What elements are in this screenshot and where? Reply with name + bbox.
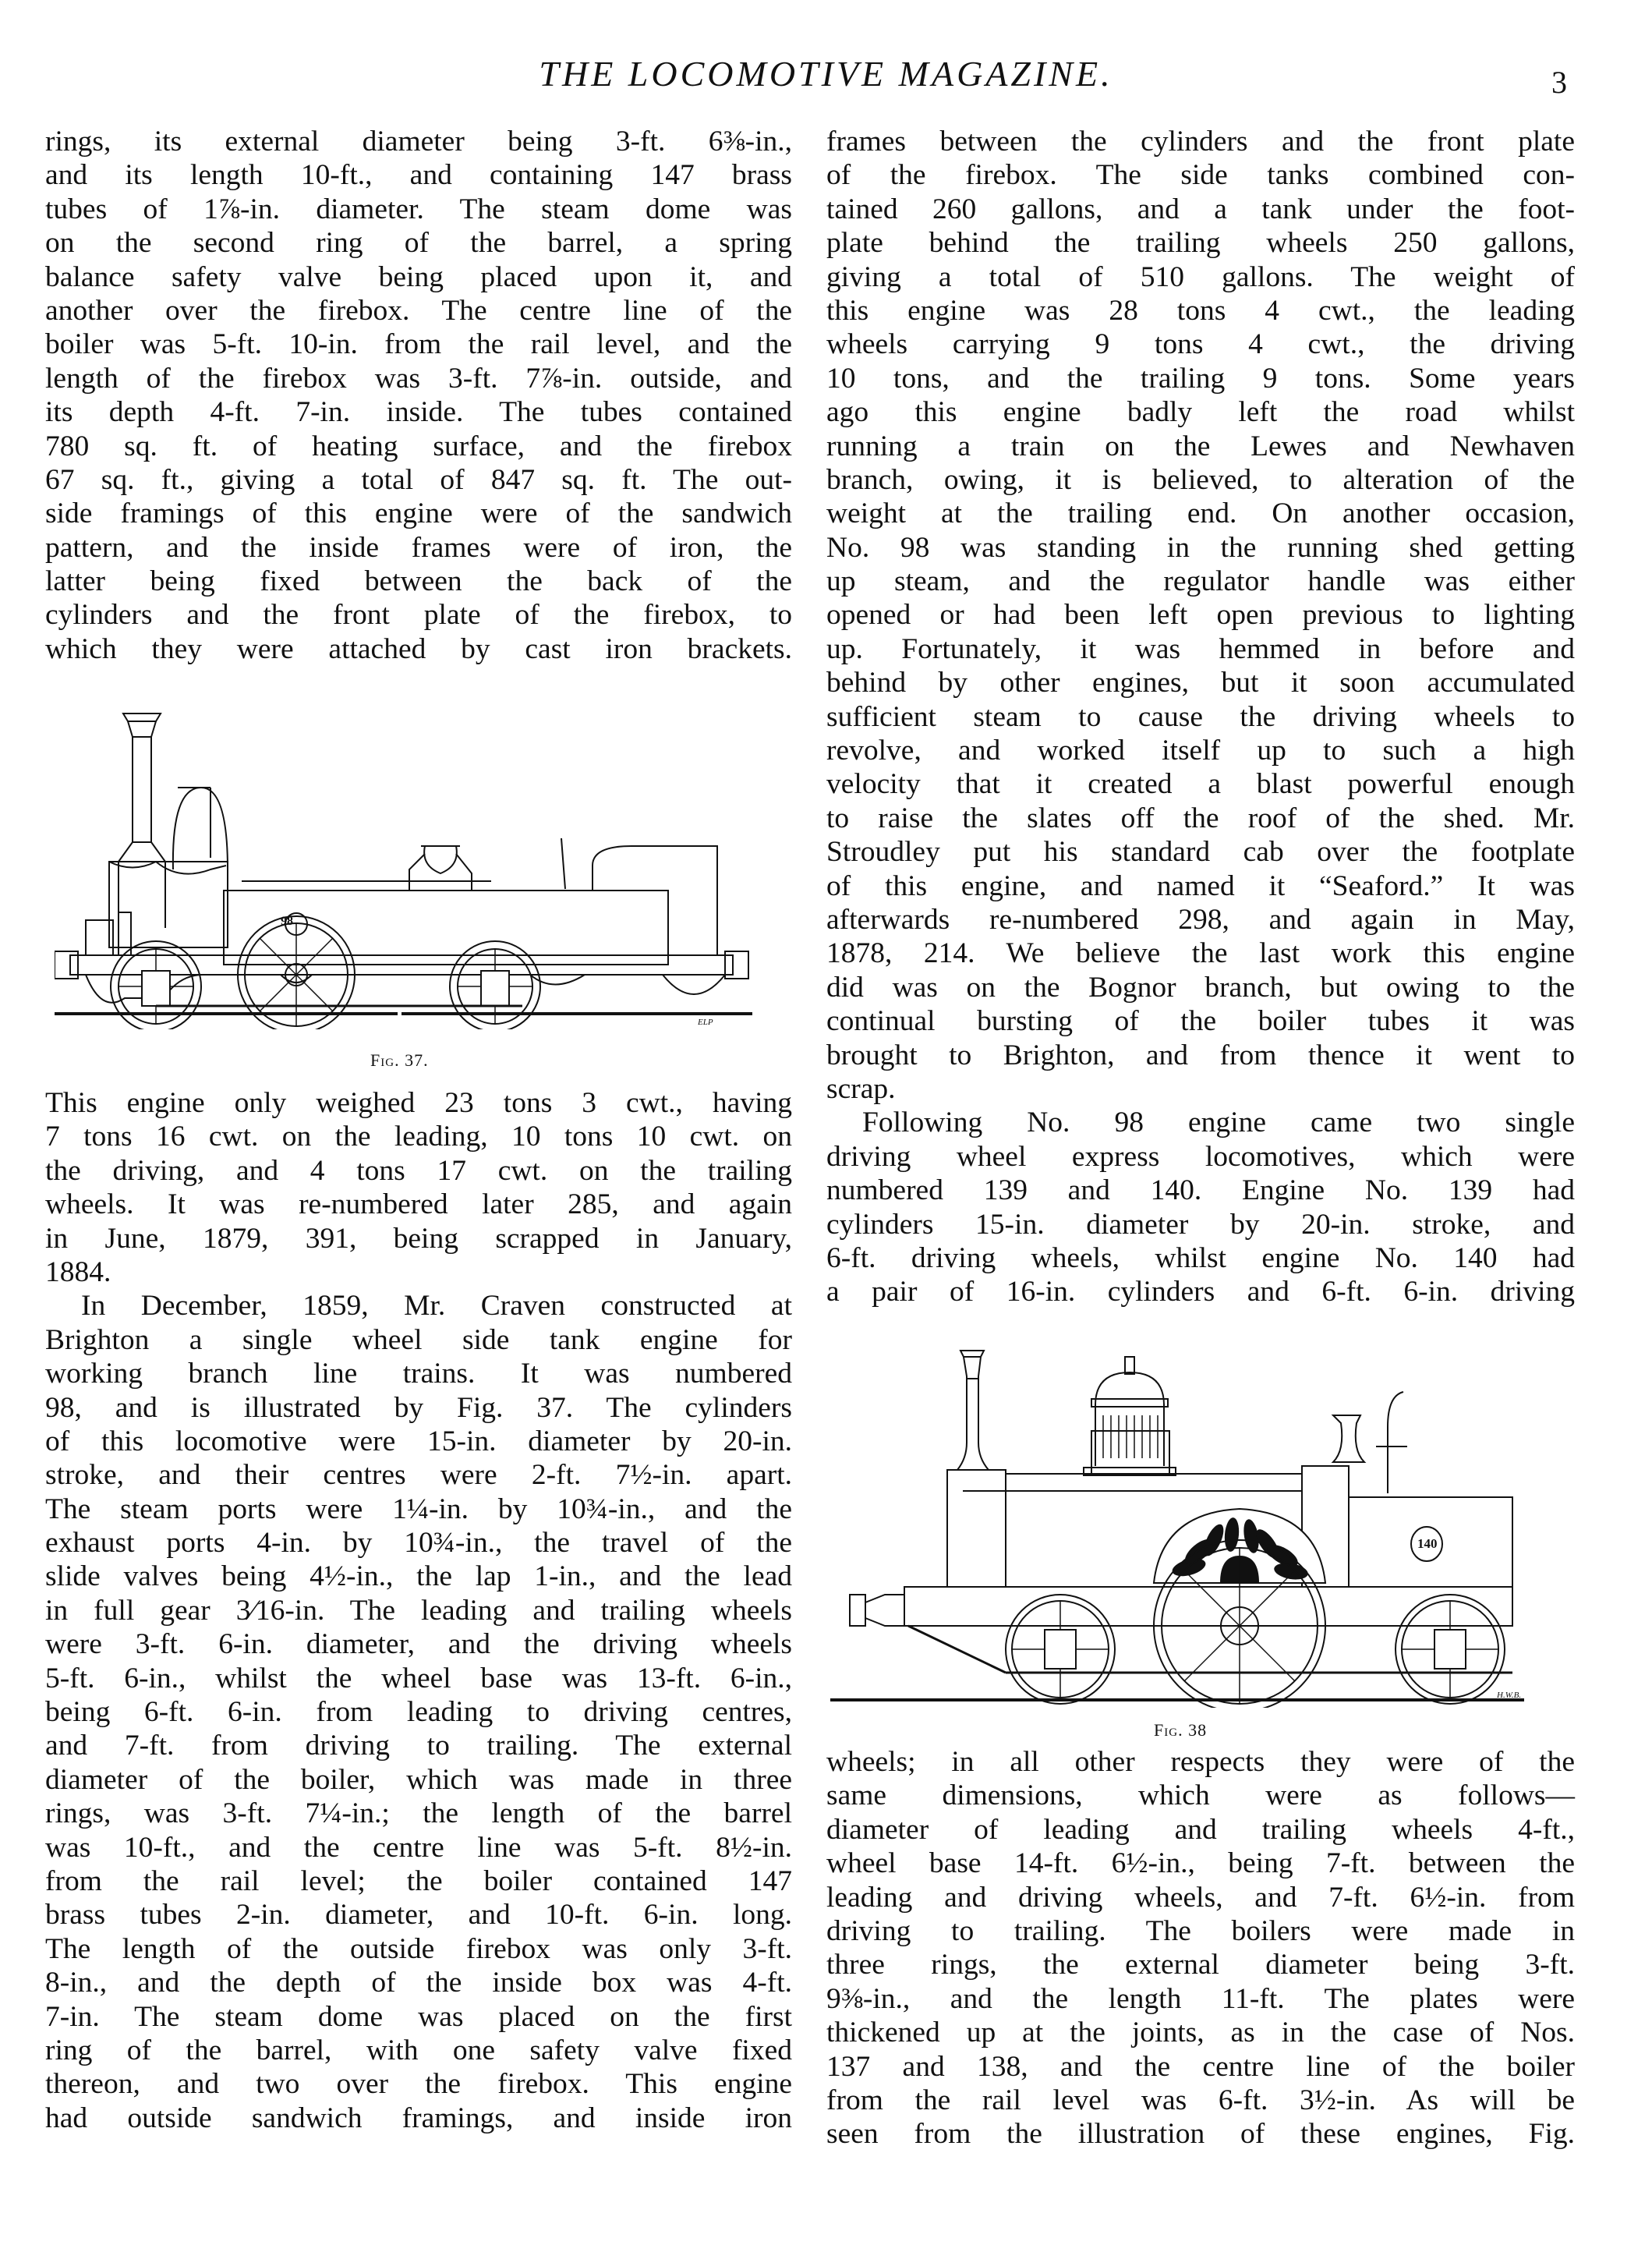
figure-38-caption: Fig. 38: [1154, 1720, 1208, 1740]
text-line: its depth 4-ft. 7-in. inside. The tubes contained: [45, 396, 792, 429]
left-column-block-1: [45, 125, 792, 666]
page-number: 3: [1551, 65, 1567, 100]
text-line: plate behind the trailing wheels 250 gallons,: [826, 227, 1575, 260]
text-line: 7-in. The steam dome was placed on the first: [45, 2000, 792, 2033]
text-line: pattern, and the inside frames were of iron, the: [45, 531, 792, 564]
text-line: did was on the Bognor branch, but owing to the: [826, 971, 1575, 1004]
text-line: 9⅜-in., and the length 11-ft. The plates were: [826, 1982, 1575, 2015]
right-column-block-1: [826, 125, 1575, 1309]
text-line: working branch line trains. It was numbered: [45, 1358, 792, 1390]
text-line: of this engine, and named it “Seaford.” It was: [826, 869, 1575, 902]
figure-37-locomotive-illustration: [55, 686, 803, 1029]
text-line: thickened up at the joints, as in the case of Nos.: [826, 2017, 1575, 2049]
left-column-block-2: [45, 1086, 792, 2135]
text-line: wheels carrying 9 tons 4 cwt., the driving: [826, 328, 1575, 361]
engraver-mark: ELP: [698, 1018, 713, 1027]
tank-engine-drawing: [55, 686, 803, 1029]
text-line: leading and driving wheels, and 7-ft. 6½-in. from: [826, 1881, 1575, 1914]
engraver-mark: H.W.B.: [1497, 1691, 1522, 1700]
text-line: exhaust ports 4-in. by 10¾-in., the travel of the: [45, 1527, 792, 1560]
text-line: numbered 139 and 140. Engine No. 139 had: [826, 1174, 1575, 1207]
text-line: continual bursting of the boiler tubes it was: [826, 1005, 1575, 1038]
text-line: running a train on the Lewes and Newhaven: [826, 430, 1575, 462]
text-line: The length of the outside firebox was only 3-ft.: [45, 1932, 792, 1965]
text-line: tained 260 gallons, and a tank under the foot-: [826, 193, 1575, 225]
text-line: afterwards re-numbered 298, and again in May,: [826, 903, 1575, 936]
text-line: in full gear 3⁄16-in. The leading and trailing wheels: [45, 1594, 792, 1627]
text-line: and 7-ft. from driving to trailing. The external: [45, 1730, 792, 1762]
text-line: ago this engine badly left the road whilst: [826, 396, 1575, 429]
text-line: 6-ft. driving wheels, whilst engine No. 140 had: [826, 1241, 1575, 1274]
text-line: of the firebox. The side tanks combined con-: [826, 159, 1575, 192]
text-line: brass tubes 2-in. diameter, and 10-ft. 6-in. long.: [45, 1899, 792, 1932]
text-line: length of the firebox was 3-ft. 7⅞-in. outside, and: [45, 362, 792, 395]
text-line: 1878, 214. We believe the last work this engine: [826, 937, 1575, 970]
text-line: ring of the barrel, with one safety valve fixed: [45, 2034, 792, 2066]
text-line: this engine was 28 tons 4 cwt., the leading: [826, 294, 1575, 327]
text-line: 7 tons 16 cwt. on the leading, 10 tons 10 cwt. on: [45, 1121, 792, 1153]
text-line: No. 98 was standing in the running shed getting: [826, 531, 1575, 564]
text-line: and its length 10-ft., and containing 147 brass: [45, 159, 792, 192]
text-line: brought to Brighton, and from thence it went to: [826, 1039, 1575, 1071]
text-line: opened or had been left open previous to lighting: [826, 599, 1575, 632]
text-line: This engine only weighed 23 tons 3 cwt., having: [45, 1087, 792, 1119]
text-line: a pair of 16-in. cylinders and 6-ft. 6-in. driving: [826, 1276, 1575, 1308]
text-line: branch, owing, it is believed, to alteration of the: [826, 463, 1575, 496]
magazine-title: THE LOCOMOTIVE MAGAZINE.: [539, 54, 1113, 94]
figure-38-locomotive-illustration: [826, 1318, 1575, 1708]
text-line: stroke, and their centres were 2-ft. 7½-in. apart.: [45, 1459, 792, 1492]
text-line: in June, 1879, 391, being scrapped in January,: [45, 1222, 792, 1255]
text-line: Following No. 98 engine came two single: [862, 1107, 1575, 1139]
text-line: giving a total of 510 gallons. The weight of: [826, 260, 1575, 293]
text-line: of this locomotive were 15-in. diameter by 20-in.: [45, 1425, 792, 1457]
text-line: Brighton a single wheel side tank engine for: [45, 1323, 792, 1356]
text-line: 137 and 138, and the centre line of the boiler: [826, 2050, 1575, 2083]
text-line: another over the firebox. The centre line of the: [45, 294, 792, 327]
text-line: revolve, and worked itself up to such a high: [826, 735, 1575, 767]
text-line: thereon, and two over the firebox. This engine: [45, 2068, 792, 2101]
text-line: 780 sq. ft. of heating surface, and the firebox: [45, 430, 792, 462]
text-line: Stroudley put his standard cab over the footplate: [826, 836, 1575, 869]
text-line: from the rail level was 6-ft. 3½-in. As will be: [826, 2084, 1575, 2116]
text-line: side framings of this engine were of the sandwich: [45, 498, 792, 530]
text-line: on the second ring of the barrel, a spring: [45, 227, 792, 260]
text-line: balance safety valve being placed upon it, and: [45, 260, 792, 293]
engine-number-plate: 140: [1417, 1536, 1438, 1551]
engine-number-plate: 98: [281, 915, 293, 928]
text-line: boiler was 5-ft. 10-in. from the rail level, and the: [45, 328, 792, 361]
text-line: from the rail level; the boiler contained 147: [45, 1864, 792, 1897]
figure-37-caption: Fig. 37.: [370, 1050, 429, 1070]
text-line: 67 sq. ft., giving a total of 847 sq. ft. The out-: [45, 463, 792, 496]
text-line: the driving, and 4 tons 17 cwt. on the trailing: [45, 1154, 792, 1187]
text-line: 10 tons, and the trailing 9 tons. Some years: [826, 362, 1575, 395]
text-line: wheel base 14-ft. 6½-in., being 7-ft. between the: [826, 1847, 1575, 1880]
text-line: latter being fixed between the back of the: [45, 565, 792, 598]
text-line: wheels. It was re-numbered later 285, and again: [45, 1188, 792, 1221]
text-line: velocity that it created a blast powerful enough: [826, 768, 1575, 801]
right-column-block-3: [826, 1745, 1575, 2151]
text-line: up steam, and the regulator handle was either: [826, 565, 1575, 598]
text-line: three rings, the external diameter being 3-ft.: [826, 1949, 1575, 1981]
text-line: being 6-ft. 6-in. from leading to driving centres,: [45, 1696, 792, 1729]
text-line: driving wheel express locomotives, which were: [826, 1140, 1575, 1173]
text-line: rings, was 3-ft. 7¼-in.; the length of the barrel: [45, 1797, 792, 1830]
text-line: In December, 1859, Mr. Craven constructed at: [81, 1290, 792, 1323]
text-line: cylinders 15-in. diameter by 20-in. stroke, and: [826, 1208, 1575, 1241]
text-line: rings, its external diameter being 3-ft. 6⅜-in.,: [45, 126, 792, 158]
text-line: The steam ports were 1¼-in. by 10¾-in., and the: [45, 1493, 792, 1525]
text-line: which they were attached by cast iron brackets.: [45, 632, 792, 665]
text-line: diameter of leading and trailing wheels 4-ft.,: [826, 1813, 1575, 1846]
express-engine-drawing: [826, 1318, 1575, 1708]
text-line: diameter of the boiler, which was made in three: [45, 1763, 792, 1796]
text-line: had outside sandwich framings, and inside iron: [45, 2102, 792, 2134]
text-line: 5-ft. 6-in., whilst the wheel base was 13-ft. 6-in.,: [45, 1662, 792, 1694]
text-line: behind by other engines, but it soon accumulated: [826, 667, 1575, 699]
text-line: wheels; in all other respects they were of the: [826, 1746, 1575, 1778]
text-line: scrap.: [826, 1072, 896, 1105]
text-line: weight at the trailing end. On another occasion,: [826, 498, 1575, 530]
text-line: 1884.: [45, 1255, 111, 1288]
text-line: sufficient steam to cause the driving wheels to: [826, 700, 1575, 733]
text-line: to raise the slates off the roof of the shed. Mr.: [826, 802, 1575, 834]
text-line: 98, and is illustrated by Fig. 37. The cylinders: [45, 1391, 792, 1424]
text-line: cylinders and the front plate of the firebox, to: [45, 599, 792, 632]
text-line: were 3-ft. 6-in. diameter, and the driving wheels: [45, 1628, 792, 1661]
text-line: 8-in., and the depth of the inside box was 4-ft.: [45, 1967, 792, 1999]
text-line: was 10-ft., and the centre line was 5-ft. 8½-in.: [45, 1831, 792, 1864]
text-line: slide valves being 4½-in., the lap 1-in., and the lead: [45, 1560, 792, 1593]
text-line: seen from the illustration of these engines, Fig.: [826, 2118, 1575, 2151]
text-line: same dimensions, which were as follows—: [826, 1779, 1575, 1812]
text-line: frames between the cylinders and the front plate: [826, 126, 1575, 158]
text-line: tubes of 1⅞-in. diameter. The steam dome was: [45, 193, 792, 225]
text-line: driving to trailing. The boilers were made in: [826, 1914, 1575, 1947]
text-line: up. Fortunately, it was hemmed in before and: [826, 632, 1575, 665]
